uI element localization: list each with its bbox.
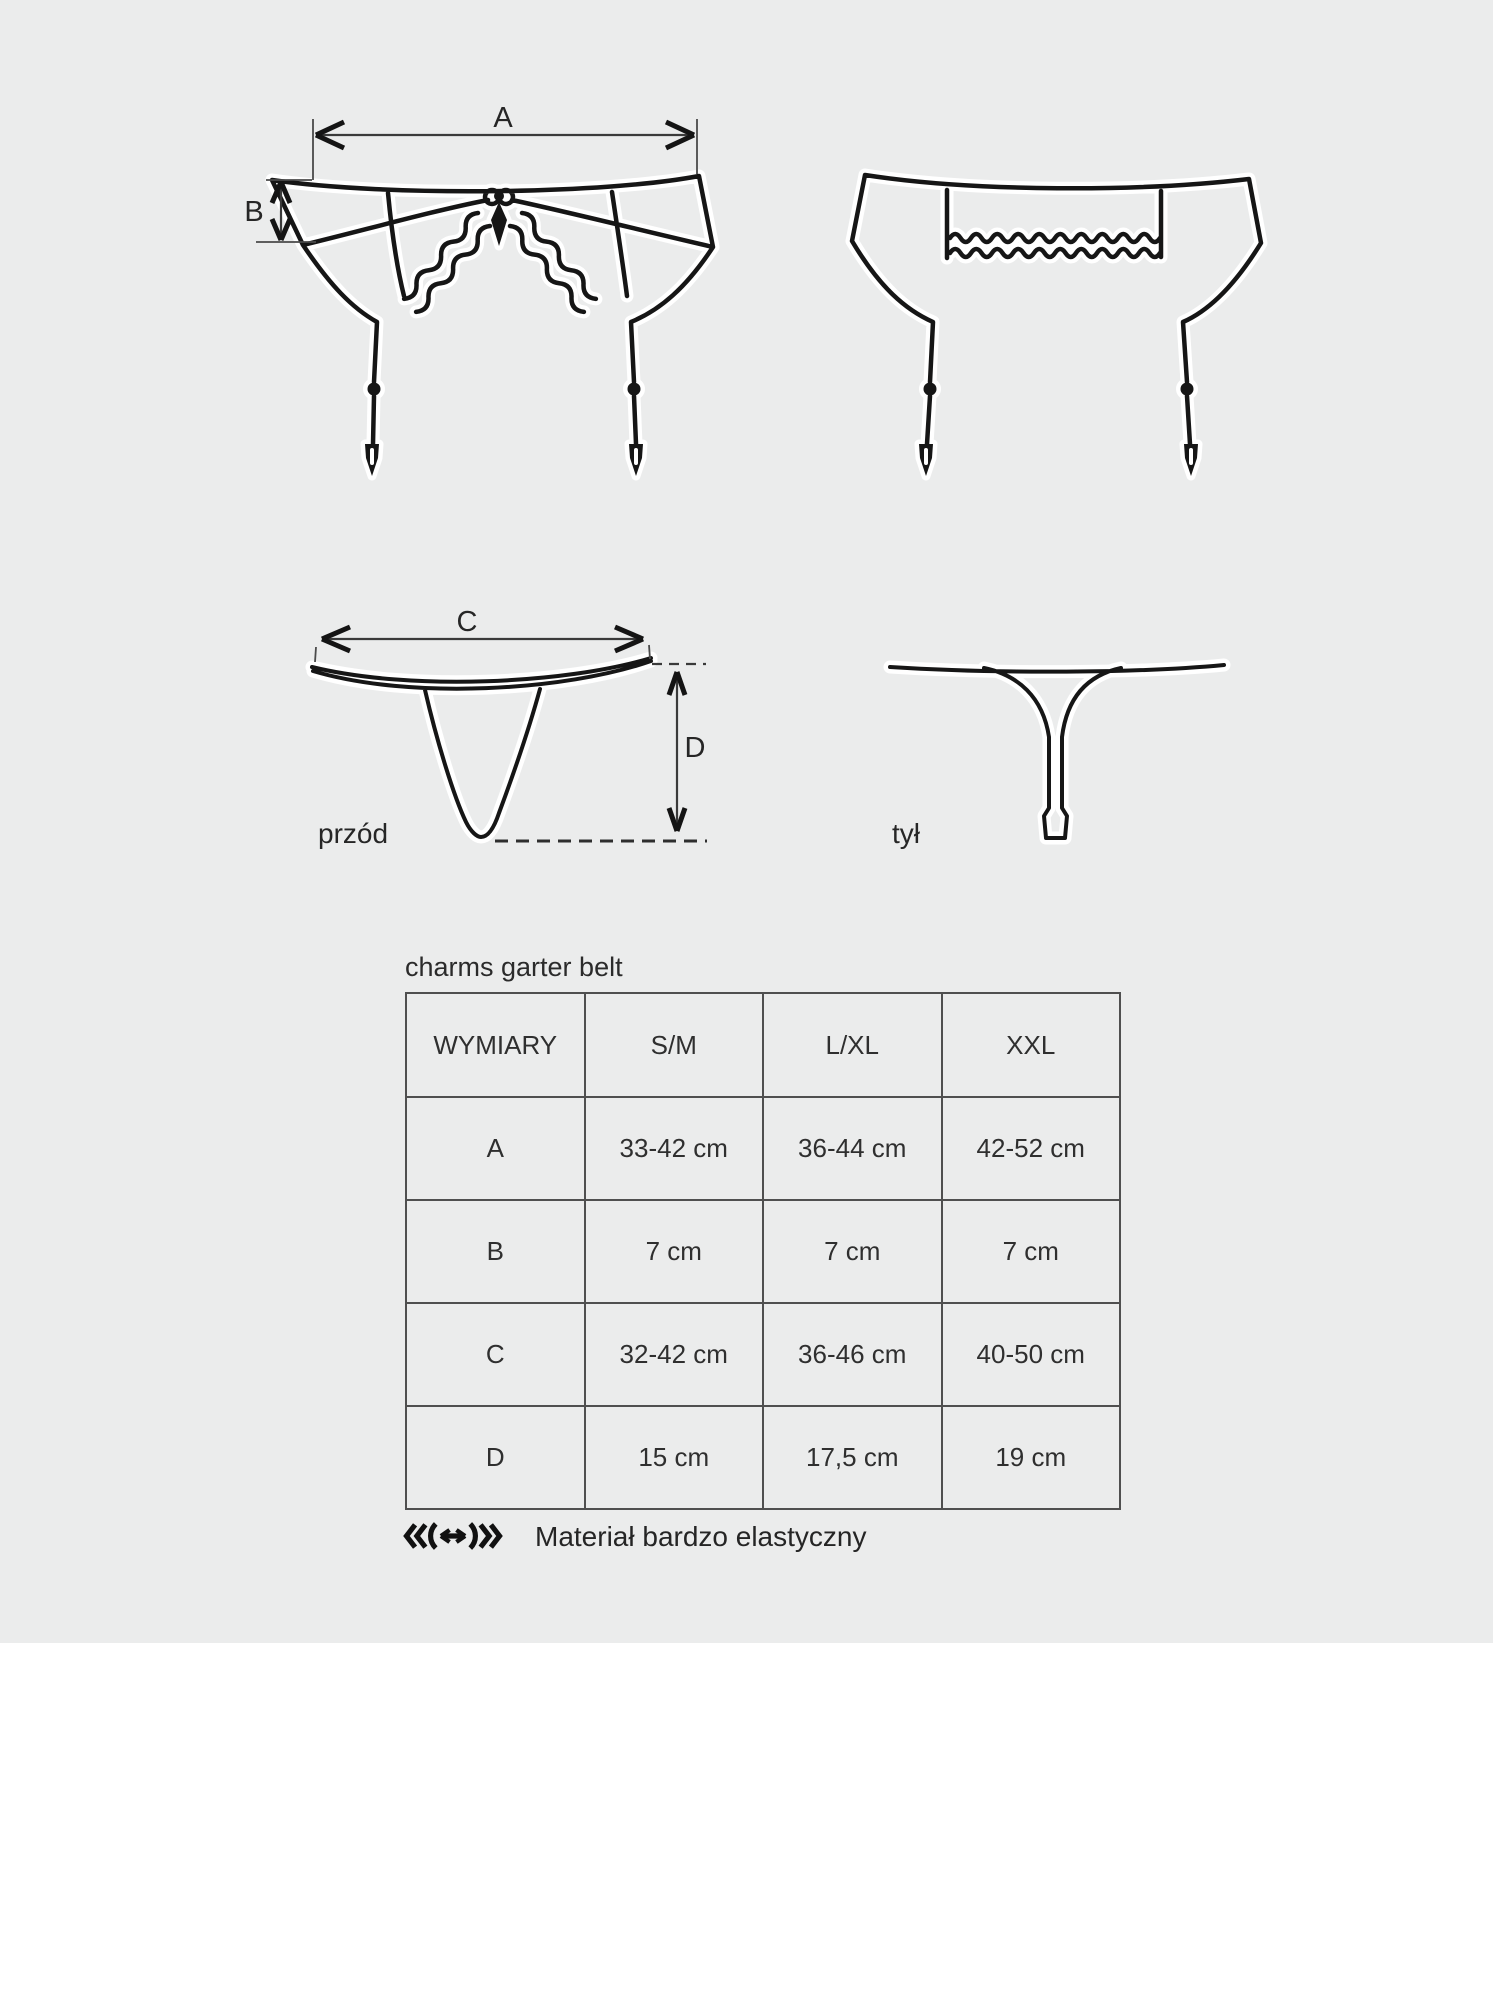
dimension-cell: A bbox=[406, 1097, 585, 1200]
column-header-wymiary: WYMIARY bbox=[406, 993, 585, 1097]
garter-clip-slot bbox=[372, 450, 636, 463]
dimension-label-c: C bbox=[456, 606, 478, 638]
column-header-lxl: L/XL bbox=[763, 993, 942, 1097]
dimension-cell: C bbox=[406, 1303, 585, 1406]
value-cell: 17,5 cm bbox=[763, 1406, 942, 1509]
value-cell: 7 cm bbox=[942, 1200, 1121, 1303]
garter-clip-slot bbox=[926, 450, 1191, 463]
value-cell: 19 cm bbox=[942, 1406, 1121, 1509]
table-row-d bbox=[406, 1406, 1120, 1509]
value-cell: 42-52 cm bbox=[942, 1097, 1121, 1200]
column-header-xxl: XXL bbox=[942, 993, 1121, 1097]
value-cell: 15 cm bbox=[585, 1406, 764, 1509]
dimension-label-d: D bbox=[684, 732, 706, 764]
thong-back-drawing bbox=[890, 665, 1224, 838]
value-cell: 40-50 cm bbox=[942, 1303, 1121, 1406]
back-view-caption: tył bbox=[892, 818, 920, 849]
elastic-stretch-icon bbox=[403, 1522, 503, 1550]
value-cell: 7 cm bbox=[585, 1200, 764, 1303]
dimension-label-a: A bbox=[493, 102, 513, 134]
table-row-c bbox=[406, 1303, 1120, 1406]
thong-front-drawing bbox=[312, 658, 651, 837]
garter-belt-front-drawing bbox=[272, 176, 713, 476]
value-cell: 32-42 cm bbox=[585, 1303, 764, 1406]
size-table-header-row bbox=[406, 993, 1120, 1097]
material-elasticity-note bbox=[403, 1518, 1103, 1562]
front-view-caption: przód bbox=[318, 818, 389, 849]
column-header-sm: S/M bbox=[585, 993, 764, 1097]
dimension-c-arrow bbox=[315, 606, 650, 662]
size-table bbox=[405, 992, 1121, 1510]
size-table-title: charms garter belt bbox=[405, 952, 623, 982]
value-cell: 36-46 cm bbox=[763, 1303, 942, 1406]
material-note-text: Materiał bardzo elastyczny bbox=[535, 1521, 867, 1552]
dimension-a-arrow bbox=[313, 102, 697, 180]
garment-diagram bbox=[0, 0, 1493, 880]
dimension-cell: D bbox=[406, 1406, 585, 1509]
value-cell: 33-42 cm bbox=[585, 1097, 764, 1200]
dimension-label-b: B bbox=[244, 196, 264, 228]
table-row-b bbox=[406, 1200, 1120, 1303]
value-cell: 7 cm bbox=[763, 1200, 942, 1303]
garter-belt-back-drawing bbox=[852, 175, 1261, 476]
value-cell: 36-44 cm bbox=[763, 1097, 942, 1200]
table-row-a bbox=[406, 1097, 1120, 1200]
dimension-cell: B bbox=[406, 1200, 585, 1303]
